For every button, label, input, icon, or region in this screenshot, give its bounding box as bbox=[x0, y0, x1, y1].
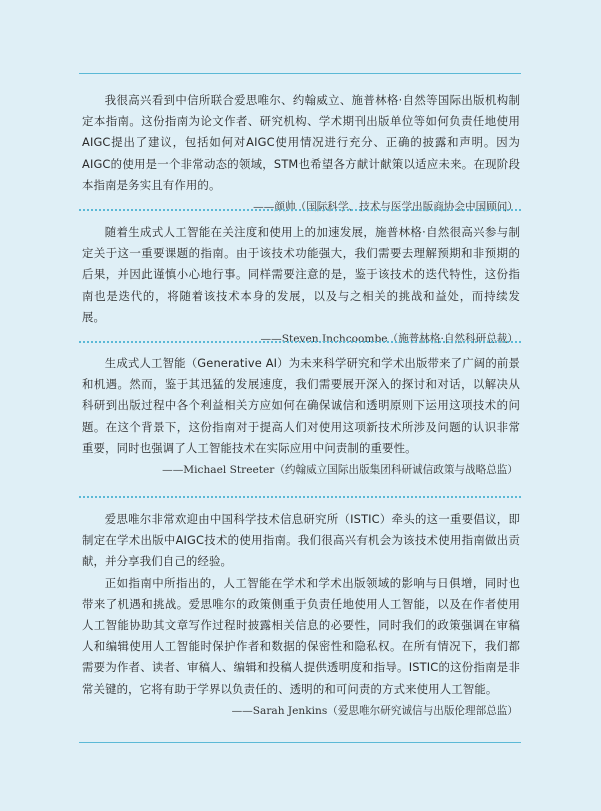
endorsement-signature: ——Michael Streeter（约翰威立国际出版集团科研诚信政策与战略总监） bbox=[162, 464, 518, 477]
endorsement-signature: ——Sarah Jenkins（爱思唯尔研究诚信与出版伦理部总监） bbox=[231, 704, 518, 717]
endorsement-paragraph: 随着生成式人工智能在关注度和使用上的加速发展，施普林格·自然很高兴参与制定关于这一重要课题的指南。由于该技术功能强大，我们需要去理解预期和非预期的后果，并因此谨慎小心地行事。同样需要注意的是，鉴于该技术的迭代特性，这份指南也是迭代的，将随着该技术本身的发展，以及与之相关的挑战和益处，而持续发展。 bbox=[82, 225, 520, 324]
endorsement-yan-shuai bbox=[82, 90, 520, 216]
endorsement-signature: ——Steven Inchcoombe（施普林格·自然科研总裁） bbox=[260, 333, 518, 346]
endorsement-sarah-jenkins bbox=[82, 509, 520, 720]
top-divider bbox=[79, 73, 521, 74]
endorsement-steven-inchcoombe bbox=[82, 222, 520, 348]
section-divider bbox=[79, 209, 521, 211]
endorsement-signature: ——颜帅（国际科学、技术与医学出版商协会中国顾问） bbox=[253, 201, 518, 214]
endorsement-paragraph: 我很高兴看到中信所联合爱思唯尔、约翰威立、施普林格·自然等国际出版机构制定本指南。这份指南为论文作者、研究机构、学术期刊出版单位等如何负责任地使用AIGC提出了建议，包括如何对AIGC使用情况进行充分、正确的披露和声明。因为AIGC的使用是一个非常动态的领域，STM也希望各方献计献策以适应未来。在现阶段本指南是务实且有作用的。 bbox=[82, 93, 520, 192]
endorsement-michael-streeter bbox=[82, 353, 520, 479]
section-divider bbox=[79, 341, 521, 343]
section-divider bbox=[79, 496, 521, 498]
endorsement-paragraph: 正如指南中所指出的，人工智能在学术和学术出版领域的影响与日俱增，同时也带来了机遇和挑战。爱思唯尔的政策侧重于负责任地使用人工智能，以及在作者使用人工智能协助其文章写作过程时披露相关信息的必要性，同时我们的政策强调在审稿人和编辑使用人工智能时保护作者和数据的保密性和隐私权。在所有情况下，我们都需要为作者、读者、审稿人、编辑和投稿人提供透明度和指导。ISTIC的这份指南是非常关键的，它将有助于学界以负责任的、透明的和可问责的方式来使用人工智能。 bbox=[82, 575, 520, 696]
endorsement-paragraph: 爱思唯尔非常欢迎由中国科学技术信息研究所（ISTIC）牵头的这一重要倡议，即制定在学术出版中AIGC技术的使用指南。我们很高兴有机会为该技术使用指南做出贡献，并分享我们自己的经验。 bbox=[82, 512, 520, 569]
endorsement-paragraph: 生成式人工智能（Generative AI）为未来科学研究和学术出版带来了广阔的前景和机遇。然而，鉴于其迅猛的发展速度，我们需要展开深入的探讨和对话，以解决从科研到出版过程中各个利益相关方应如何在确保诚信和透明原则下运用这项技术的问题。在这个背景下，这份指南对于提高人们对使用这项新技术所涉及问题的认识非常重要，同时也强调了人工智能技术在实际应用中问责制的重要性。 bbox=[82, 356, 520, 455]
bottom-divider bbox=[79, 742, 521, 743]
